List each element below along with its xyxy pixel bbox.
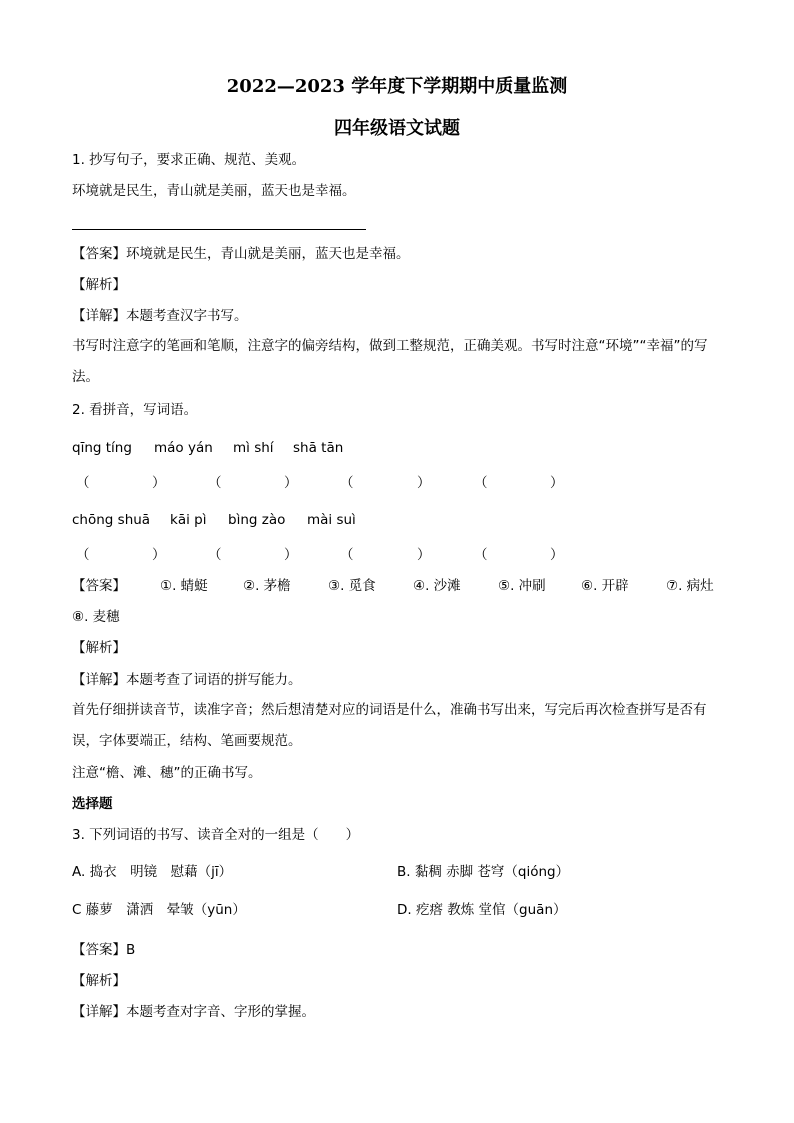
q2-answer-6: ⑥. 开辟 <box>581 578 629 594</box>
q2-answer-4: ④. 沙滩 <box>413 578 461 594</box>
detail-label: 【详解】 <box>72 1004 126 1020</box>
pinyin-4: shā tān <box>293 440 344 456</box>
answer-label: 【答案】 <box>72 246 126 262</box>
q1-answer-blank-line <box>72 229 366 230</box>
q1-prompt: 1. 抄写句子，要求正确、规范、美观。 <box>72 152 306 168</box>
q2-prompt: 2. 看拼音，写词语。 <box>72 402 198 418</box>
q2-answer-5: ⑤. 冲刷 <box>498 578 546 594</box>
detail-text: 本题考查了词语的拼写能力。 <box>126 672 302 688</box>
q1-explanation: 书写时注意字的笔画和笔顺，注意字的偏旁结构，做到工整规范，正确美观。书写时注意“环境”“幸福”的写法。 <box>72 338 708 385</box>
q3-option-a: A. 捣衣 明镜 慰藉（jī） <box>72 864 233 880</box>
q2-note: 注意“檐、滩、穗”的正确书写。 <box>72 765 262 781</box>
q3-option-d: D. 疙瘩 教炼 堂倌（guān） <box>397 902 567 918</box>
q2-answer-1: ①. 蜻蜓 <box>160 578 208 594</box>
q2-explanation: 首先仔细拼读音节，读准字音；然后想清楚对应的词语是什么，准确书写出来，写完后再次检查拼写是否有误，字体要端正，结构、笔画要规范。 <box>72 702 707 749</box>
q2-answer-8: ⑧. 麦穗 <box>72 609 120 625</box>
answer-text: B <box>126 942 136 958</box>
document-page: 2022—2023 学年度下学期期中质量监测 四年级语文试题 1. 抄写句子，要求正确、规范、美观。 环境就是民生，青山就是美丽，蓝天也是幸福。 【答案】环境就是民生，青山就是美丽，蓝天也是幸福。 【解析】 【详解】本题考查汉字书写。 书写时注意字的笔画和笔顺，注意字的偏旁结构，做到工整规范，正确美观。书写时注意“环境”“幸福”的写法。 2. 看拼音，写词语。 qīng tíng máo yán mì shí shā tān （ ） （ ） （ ） （ ） chōng shuā kāi pì bìng zào mài suì （ ） （ ） （ ） （ ） 【答案】 ①. 蜻蜓 ②. 茅檐 ③. 觅食 ④. 沙滩 ⑤. 冲刷 ⑥. 开辟 ⑦. 病灶 ⑧. 麦穗 【解析】 【详解】本题考查了词语的拼写能力。 首先仔细拼读音节，读准字音；然后想清楚对应的词语是什么，准确书写出来，写完后再次检查拼写是否有误，字体要端正，结构、笔画要规范。 注意“檐、滩、穗”的正确书写。 选择题 3. 下列词语的书写、读音全对的一组是（ ） A. 捣衣 明镜 慰藉（jī） B. 黏稠 赤脚 苍穹（qióng） C 藤萝 潇洒 晕皱（yūn） D. 疙瘩 教炼 堂倌（guān） 【答案】B 【解析】 【详解】本题考查对字音、字形的掌握。 <box>0 0 794 1123</box>
q2-answer-3: ③. 觅食 <box>328 578 376 594</box>
page-title: 2022—2023 学年度下学期期中质量监测 <box>226 76 568 97</box>
pinyin-2: máo yán <box>154 440 213 456</box>
q3-option-b: B. 黏稠 赤脚 苍穹（qióng） <box>397 864 570 880</box>
q3-answer <box>72 941 135 959</box>
q2-detail <box>72 671 302 689</box>
pinyin-8: mài suì <box>307 512 356 528</box>
q1-answer <box>72 245 410 263</box>
page-subtitle: 四年级语文试题 <box>334 118 460 139</box>
q2-answer-7: ⑦. 病灶 <box>666 578 714 594</box>
section-heading: 选择题 <box>72 796 113 812</box>
answer-label: 【答案】 <box>72 942 126 958</box>
detail-text: 本题考查对字音、字形的掌握。 <box>126 1004 315 1020</box>
pinyin-1: qīng tíng <box>72 440 132 456</box>
q1-analysis-label: 【解析】 <box>72 277 126 293</box>
q3-detail <box>72 1003 315 1021</box>
pinyin-7: bìng zào <box>228 512 286 528</box>
detail-text: 本题考查汉字书写。 <box>126 308 248 324</box>
detail-label: 【详解】 <box>72 308 126 324</box>
pinyin-3: mì shí <box>233 440 274 456</box>
q1-sentence: 环境就是民生，青山就是美丽，蓝天也是幸福。 <box>72 183 356 199</box>
q3-prompt: 3. 下列词语的书写、读音全对的一组是（ ） <box>72 827 360 843</box>
pinyin-6: kāi pì <box>170 512 207 528</box>
q3-analysis-label: 【解析】 <box>72 973 126 989</box>
q1-detail <box>72 307 248 325</box>
q2-answer-2: ②. 茅檐 <box>243 578 291 594</box>
q3-option-c: C 藤萝 潇洒 晕皱（yūn） <box>72 902 246 918</box>
answer-text: 环境就是民生，青山就是美丽，蓝天也是幸福。 <box>126 246 410 262</box>
detail-label: 【详解】 <box>72 672 126 688</box>
pinyin-5: chōng shuā <box>72 512 151 528</box>
q2-answer-label: 【答案】 <box>72 578 126 594</box>
q2-analysis-label: 【解析】 <box>72 640 126 656</box>
